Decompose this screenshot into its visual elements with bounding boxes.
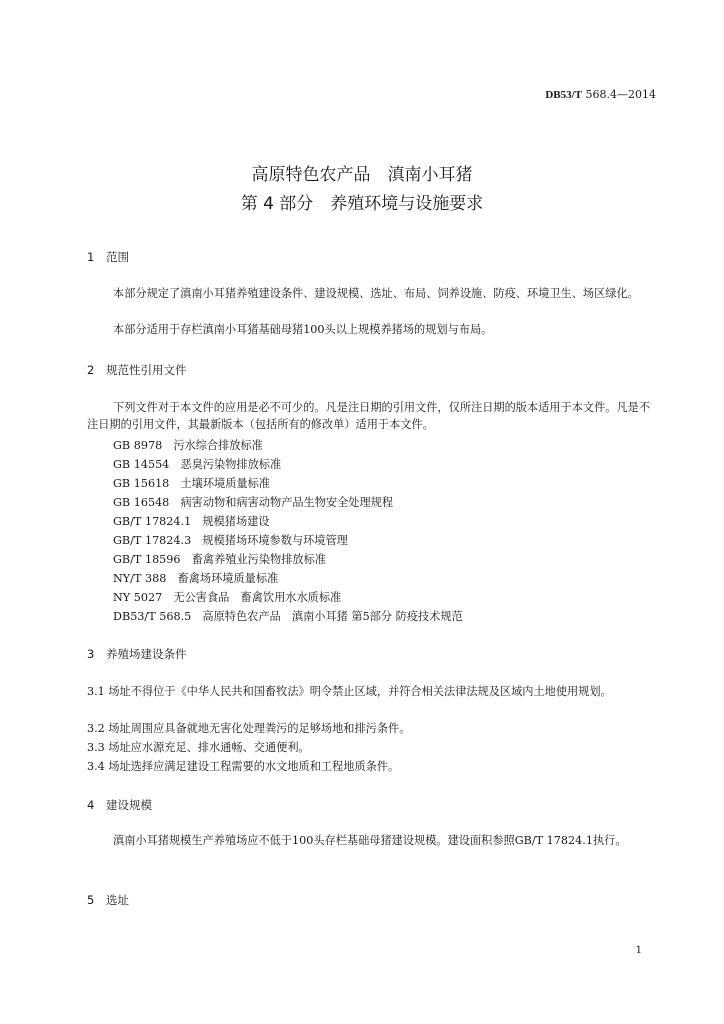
reference-item: GB 15618 土壤环境质量标准 (113, 477, 270, 490)
section-number: 1 (87, 250, 95, 264)
reference-item: NY 5027 无公害食品 畜禽饮用水水质标准 (113, 591, 342, 604)
section-heading-3 (87, 646, 187, 662)
section-heading-1 (87, 249, 129, 265)
section-2-paragraph-1: 下列文件对于本文件的应用是必不可少的。凡是注日期的引用文件，仅所注日期的版本适用于本文件。凡是不注日期的引用文件，其最新版本（包括所有的修改单）适用于本文件。 (87, 401, 651, 431)
reference-item: GB/T 18596 畜禽养殖业污染物排放标准 (113, 553, 326, 566)
clause-3-2: 3.2 场址周围应具备就地无害化处理粪污的足够场地和排污条件。 (87, 722, 411, 735)
section-number: 4 (87, 798, 95, 812)
reference-item: GB/T 17824.3 规模猪场环境参数与环境管理 (113, 534, 348, 547)
clause-3-4: 3.4 场址选择应满足建设工程需要的水文地质和工程地质条件。 (87, 760, 400, 773)
section-1-paragraph-1: 本部分规定了滇南小耳猪养殖建设条件、建设规模、选址、布局、饲养设施、防疫、环境卫生、场区绿化。 (113, 287, 639, 300)
section-title: 建设规模 (106, 798, 152, 812)
section-title: 规范性引用文件 (106, 363, 187, 377)
section-heading-2 (87, 362, 187, 378)
page-number: 1 (635, 945, 642, 956)
section-number: 3 (87, 647, 95, 661)
reference-item: NY/T 388 畜禽场环境质量标准 (113, 572, 279, 585)
reference-item: GB 14554 恶臭污染物排放标准 (113, 458, 282, 471)
section-heading-4 (87, 797, 152, 813)
reference-item: GB 16548 病害动物和病害动物产品生物安全处理规程 (113, 496, 394, 509)
standard-code (545, 88, 656, 101)
doc-title-line1: 高原特色农产品 滇南小耳猪 (251, 165, 473, 185)
reference-item: GB/T 17824.1 规模猪场建设 (113, 515, 270, 528)
doc-title-line2: 第 4 部分 养殖环境与设施要求 (240, 194, 484, 214)
section-1-paragraph-2: 本部分适用于存栏滇南小耳猪基础母猪100头以上规模养猪场的规划与布局。 (113, 323, 493, 336)
section-title: 范围 (106, 250, 129, 264)
standard-code-prefix: DB53/T (545, 89, 583, 101)
section-number: 5 (87, 893, 95, 907)
section-heading-5 (87, 892, 129, 908)
reference-item: DB53/T 568.5 高原特色农产品 滇南小耳猪 第5部分 防疫技术规范 (113, 610, 463, 623)
section-4-paragraph-1: 滇南小耳猪规模生产养殖场应不低于100头存栏基础母猪建设规模。建设面积参照GB/T 17824.1执行。 (113, 834, 627, 847)
section-number: 2 (87, 363, 95, 377)
clause-3-1: 3.1 场址不得位于《中华人民共和国畜牧法》明令禁止区域，并符合相关法律法规及区域内土地使用规划。 (87, 685, 612, 698)
section-title: 选址 (106, 893, 129, 907)
standard-code-number: 568.4—2014 (582, 88, 656, 101)
reference-item: GB 8978 污水综合排放标准 (113, 439, 263, 452)
section-title: 养殖场建设条件 (106, 647, 187, 661)
clause-3-3: 3.3 场址应水源充足、排水通畅、交通便利。 (87, 741, 310, 754)
